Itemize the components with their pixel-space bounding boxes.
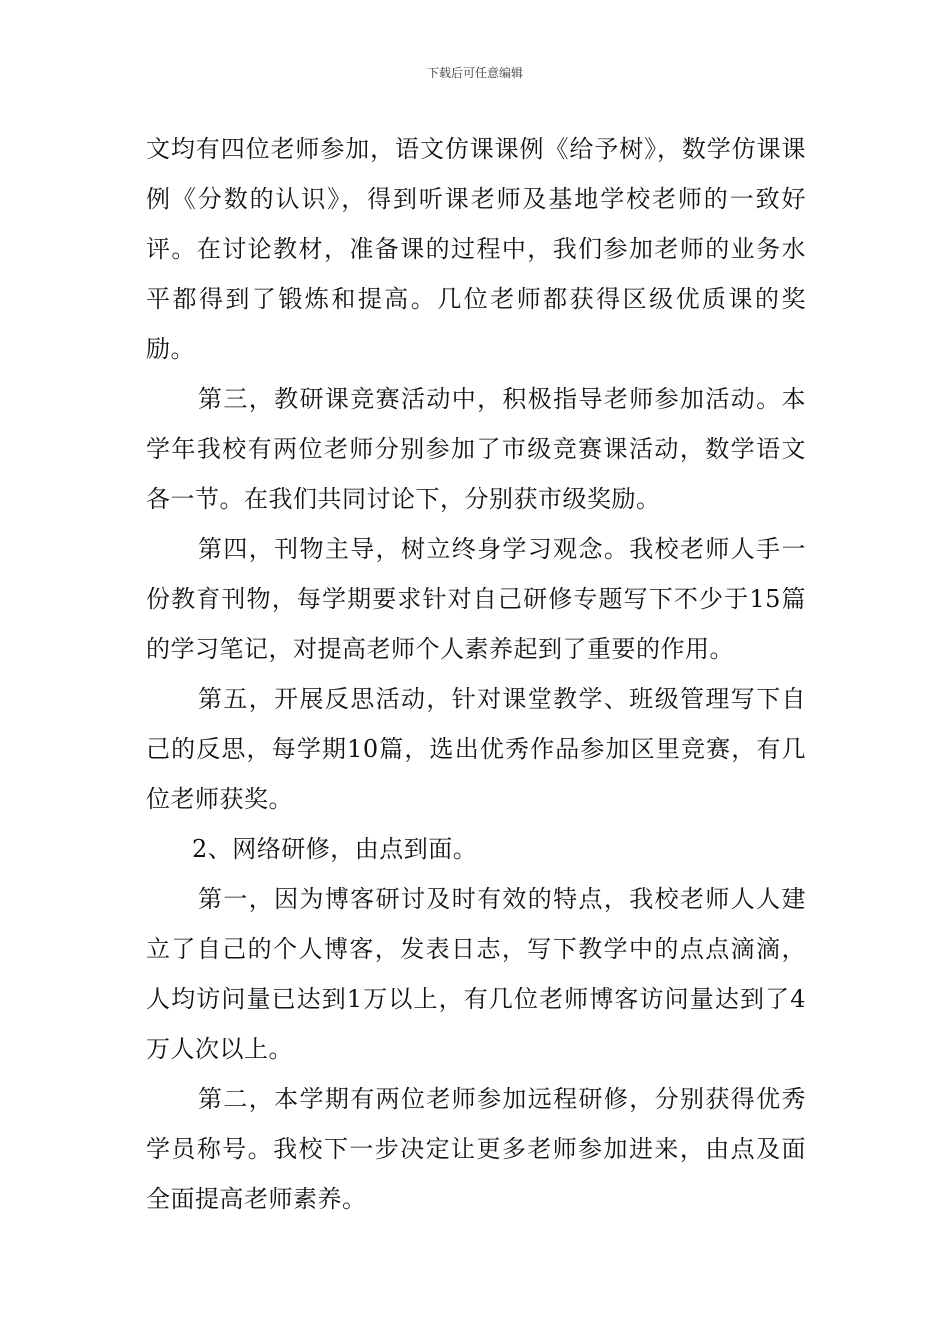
section-heading-network: 2、网络研修，由点到面。 [192,835,478,863]
paragraph-network-first: 第一，因为博客研讨及时有效的特点，我校老师人人建立了自己的个人博客，发表日志，写下教学中的点点滴滴，人均访问量已达到1万以上，有几位老师博客访问量达到了4万人次以上。 [146,885,806,1063]
paragraph-network-second: 第二，本学期有两位老师参加远程研修，分别获得优秀学员称号。我校下一步决定让更多老师参加进来，由点及面全面提高老师素养。 [146,1085,806,1213]
document-body [146,124,806,1224]
paragraph-fourth-item: 第四，刊物主导，树立终身学习观念。我校老师人手一份教育刊物，每学期要求针对自己研修专题写下不少于15篇的学习笔记，对提高老师个人素养起到了重要的作用。 [146,535,806,663]
paragraph-third-item: 第三，教研课竞赛活动中，积极指导老师参加活动。本学年我校有两位老师分别参加了市级竞赛课活动，数学语文各一节。在我们共同讨论下，分别获市级奖励。 [146,385,806,513]
paragraph-continuation: 文均有四位老师参加，语文仿课课例《给予树》，数学仿课课例《分数的认识》，得到听课老师及基地学校老师的一致好评。在讨论教材，准备课的过程中，我们参加老师的业务水平都得到了锻炼和提高。几位老师都获得区级优质课的奖励。 [146,135,806,363]
paragraph-fifth-item: 第五，开展反思活动，针对课堂教学、班级管理写下自己的反思，每学期10篇，选出优秀作品参加区里竞赛，有几位老师获奖。 [146,685,806,813]
page-header: 下载后可任意编辑 [426,66,523,80]
